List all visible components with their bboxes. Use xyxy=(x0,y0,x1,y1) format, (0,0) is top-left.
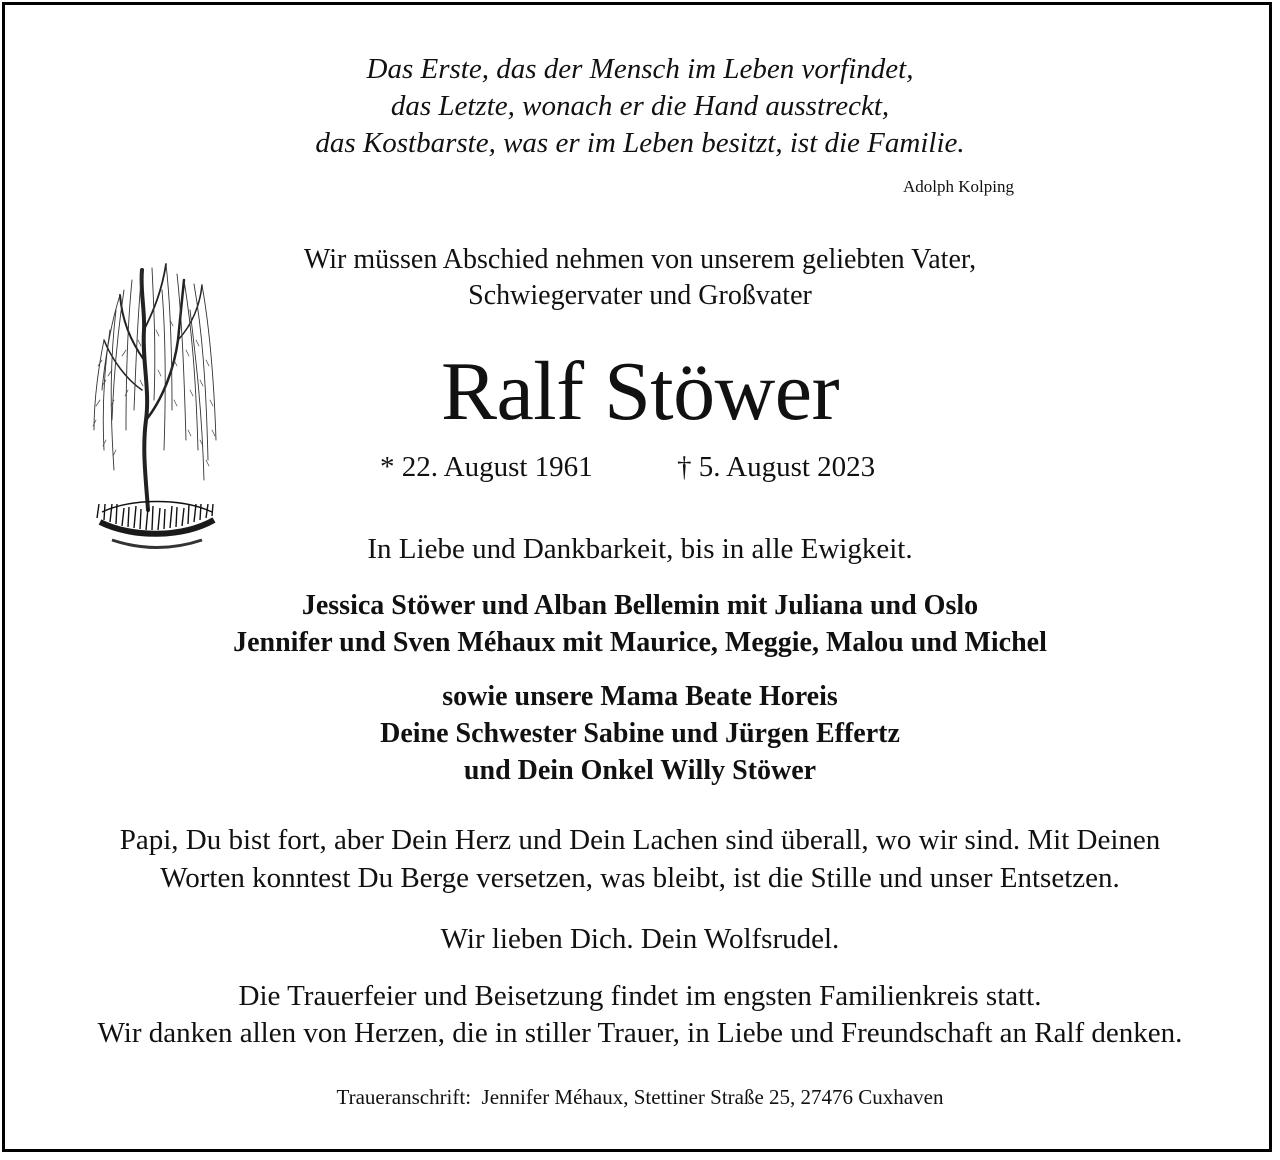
funeral-line-1: Die Trauerfeier und Beisetzung findet im engsten Familienkreis statt. xyxy=(238,980,1042,1012)
quote-line-2: das Letzte, wonach er die Hand ausstreckt, xyxy=(390,90,890,122)
quote-line-1: Das Erste, das der Mensch im Leben vorfindet, xyxy=(366,53,914,85)
quote-author: Adolph Kolping xyxy=(903,177,1014,196)
intro-line-1: Wir müssen Abschied nehmen von unserem geliebten Vater, xyxy=(303,244,977,275)
quote-line-3: das Kostbarste, was er im Leben besitzt, ist die Familie. xyxy=(315,127,965,159)
family-line-2: Jennifer und Sven Méhaux mit Maurice, Meggie, Malou und Michel xyxy=(233,627,1047,658)
relatives-line-1: sowie unsere Mama Beate Horeis xyxy=(442,681,838,712)
intro-line-2: Schwiegervater und Großvater xyxy=(468,280,812,311)
death-date: † 5. August 2023 xyxy=(677,451,876,483)
love-line: Wir lieben Dich. Dein Wolfsrudel. xyxy=(440,923,840,955)
birth-date: * 22. August 1961 xyxy=(380,451,593,483)
mourning-address: Traueranschrift: Jennifer Méhaux, Stettiner Straße 25, 27476 Cuxhaven xyxy=(336,1085,944,1109)
message-line-1: Papi, Du bist fort, aber Dein Herz und Dein Lachen sind überall, wo wir sind. Mit Deinen xyxy=(119,824,1161,856)
relatives-line-2: Deine Schwester Sabine und Jürgen Effertz xyxy=(380,718,900,749)
relatives-line-3: und Dein Onkel Willy Stöwer xyxy=(463,755,817,786)
deceased-name: Ralf Stöwer xyxy=(440,345,840,438)
tribute-line: In Liebe und Dankbarkeit, bis in alle Ewigkeit. xyxy=(367,533,913,565)
funeral-line-2: Wir danken allen von Herzen, die in stiller Trauer, in Liebe und Freundschaft an Ralf denken. xyxy=(97,1017,1183,1049)
family-line-1: Jessica Stöwer und Alban Bellemin mit Juliana und Oslo xyxy=(301,590,979,621)
message-line-2: Worten konntest Du Berge versetzen, was bleibt, ist die Stille und unser Entsetzen. xyxy=(160,862,1120,894)
